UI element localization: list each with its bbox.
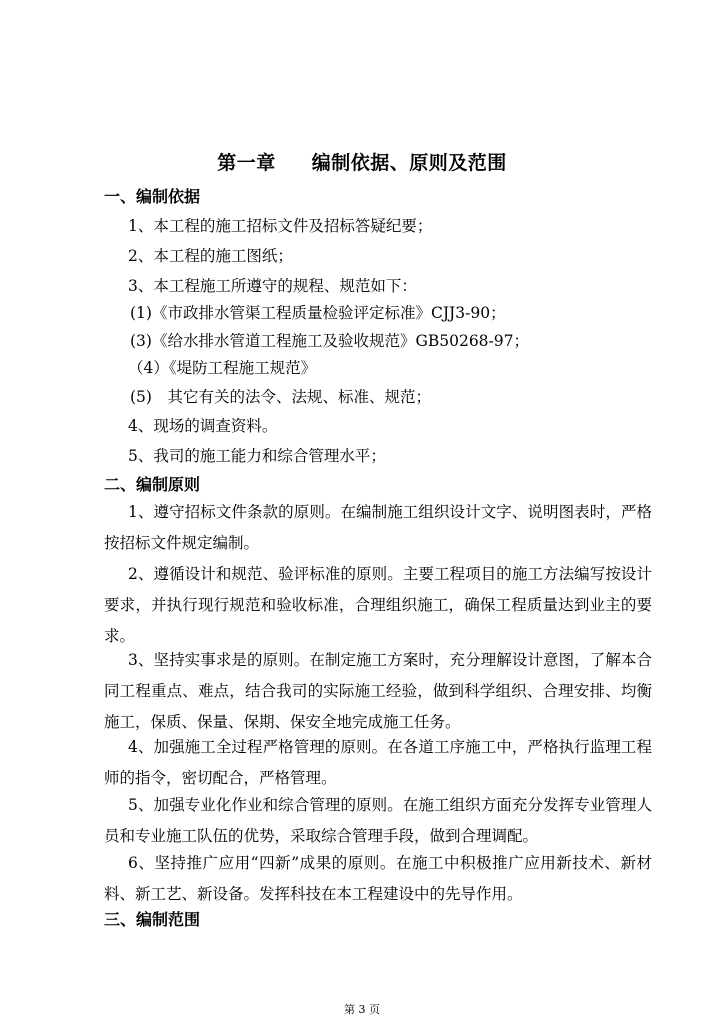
- basis-item: 5、我司的施工能力和综合管理水平；: [128, 447, 386, 465]
- chapter-name: 编制依据、原则及范围: [311, 152, 507, 174]
- basis-sub-item: (1)《市政排水管渠工程质量检验评定标准》CJJ3-90；: [130, 304, 506, 322]
- basis-item: 1、本工程的施工招标文件及招标答疑纪要；: [128, 217, 433, 235]
- chapter-number: 第一章: [217, 152, 276, 174]
- principle-paragraph: 6、坚持推广应用“四新”成果的原则。在施工中积极推广应用新技术、新材料、新工艺、新设备。发挥科技在本工程建设中的先导作用。: [104, 854, 652, 903]
- basis-sub-item: (5) 其它有关的法令、法规、标准、规范；: [130, 388, 431, 406]
- basis-sub-item: (3)《给水排水管道工程施工及验收规范》GB50268-97；: [130, 332, 529, 350]
- principle-paragraph: 1、遵守招标文件条款的原则。在编制施工组织设计文字、说明图表时，严格按招标文件规定编制。: [104, 503, 652, 552]
- basis-sub-item: （4）《堤防工程施工规范》: [128, 359, 317, 377]
- basis-item: 3、本工程施工所遵守的规程、规范如下：: [128, 277, 417, 295]
- principle-paragraph: 3、坚持实事求是的原则。在制定施工方案时，充分理解设计意图，了解本合同工程重点、难点，结合我司的实际施工经验，做到科学组织、合理安排、均衡施工，保质、保量、保期、保安全地完成施工任务。: [104, 651, 652, 731]
- principle-paragraph: 2、遵循设计和规范、验评标准的原则。主要工程项目的施工方法编写按设计要求，并执行现行规范和验收标准，合理组织施工，确保工程质量达到业主的要求。: [104, 565, 652, 645]
- page-number: 第 3 页: [344, 1003, 380, 1016]
- basis-item: 4、现场的调查资料。: [128, 417, 278, 435]
- section-heading-scope: 三、编制范围: [104, 910, 201, 929]
- basis-item: 2、本工程的施工图纸；: [128, 247, 293, 265]
- section-heading-principles: 二、编制原则: [104, 475, 201, 494]
- section-heading-basis: 一、编制依据: [104, 187, 201, 206]
- principle-paragraph: 4、加强施工全过程严格管理的原则。在各道工序施工中，严格执行监理工程师的指令，密切配合，严格管理。: [104, 738, 652, 787]
- principle-paragraph: 5、加强专业化作业和综合管理的原则。在施工组织方面充分发挥专业管理人员和专业施工队伍的优势，采取综合管理手段，做到合理调配。: [104, 796, 652, 845]
- chapter-title: [0, 148, 724, 175]
